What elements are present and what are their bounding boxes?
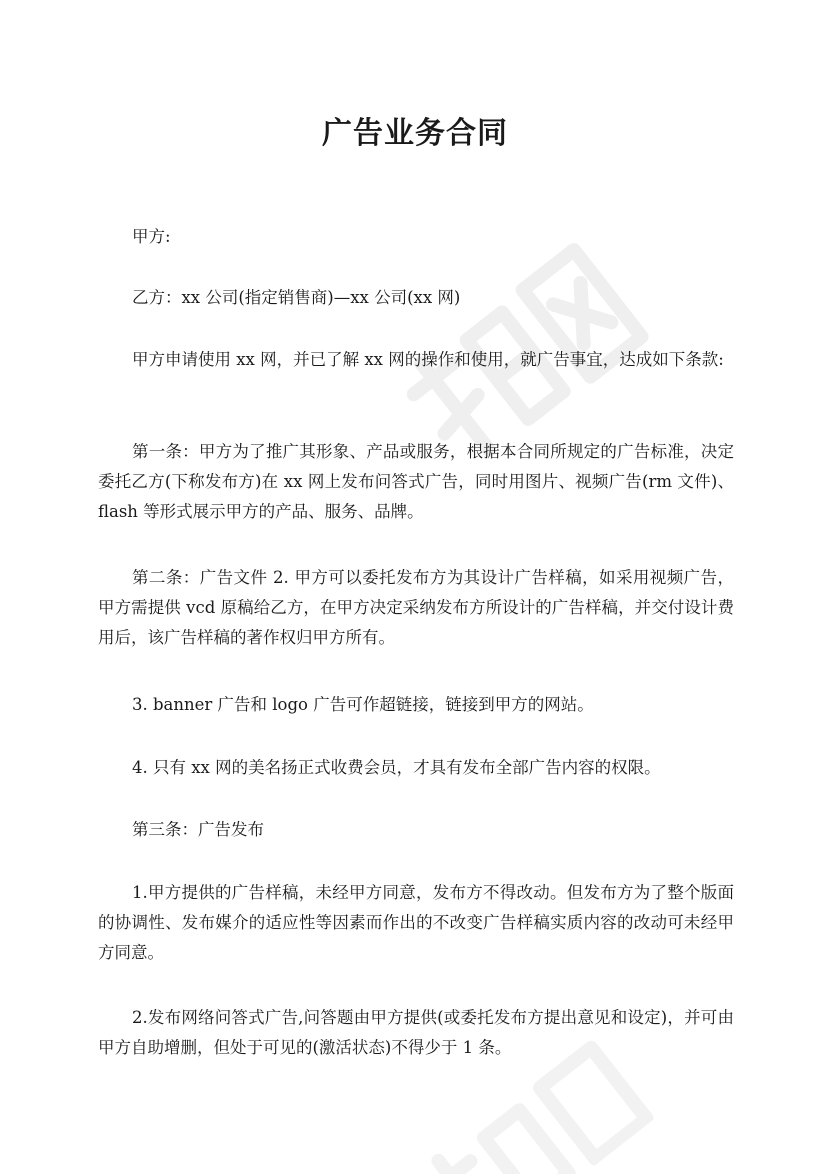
paragraph-article-1: 第一条：甲方为了推广其形象、产品或服务，根据本合同所规定的广告标准，决定委托乙方(下称发布方)在 xx 网上发布问答式广告，同时用图片、视频广告(rm 文件)、flash 等形式展示甲方的产品、服务、品牌。: [98, 442, 734, 521]
document-title: 广告业务合同: [322, 116, 508, 151]
paragraph-party-b: 乙方：xx 公司(指定销售商)—xx 公司(xx 网): [132, 288, 461, 307]
paragraph-publish-1: 1.甲方提供的广告样稿，未经甲方同意，发布方不得改动。但发布方为了整个版面的协调性、发布媒介的适应性等因素而作出的不改变广告样稿实质内容的改动可未经甲方同意。: [98, 883, 734, 962]
paragraph-party-a: 甲方:: [132, 227, 171, 246]
paragraph-article-3: 第三条：广告发布: [132, 820, 264, 839]
paragraph-clause-3: 3. banner 广告和 logo 广告可作超链接，链接到甲方的网站。: [132, 695, 594, 714]
paragraph-clause-4: 4. 只有 xx 网的美名扬正式收费会员，才具有发布全部广告内容的权限。: [132, 758, 661, 777]
paragraph-article-2: 第二条：广告文件 2. 甲方可以委托发布方为其设计广告样稿，如采用视频广告，甲方需提供 vcd 原稿给乙方，在甲方决定采纳发布方所设计的广告样稿，并交付设计费用后，该广告样稿的著作权归甲方所有。: [98, 568, 734, 647]
paragraph-publish-2: 2.发布网络问答式广告,问答题由甲方提供(或委托发布方提出意见和设定)，并可由甲方自助增删，但处于可见的(激活状态)不得少于 1 条。: [98, 1008, 734, 1057]
paragraph-intro: 甲方申请使用 xx 网，并已了解 xx 网的操作和使用，就广告事宜，达成如下条款:: [132, 350, 724, 369]
